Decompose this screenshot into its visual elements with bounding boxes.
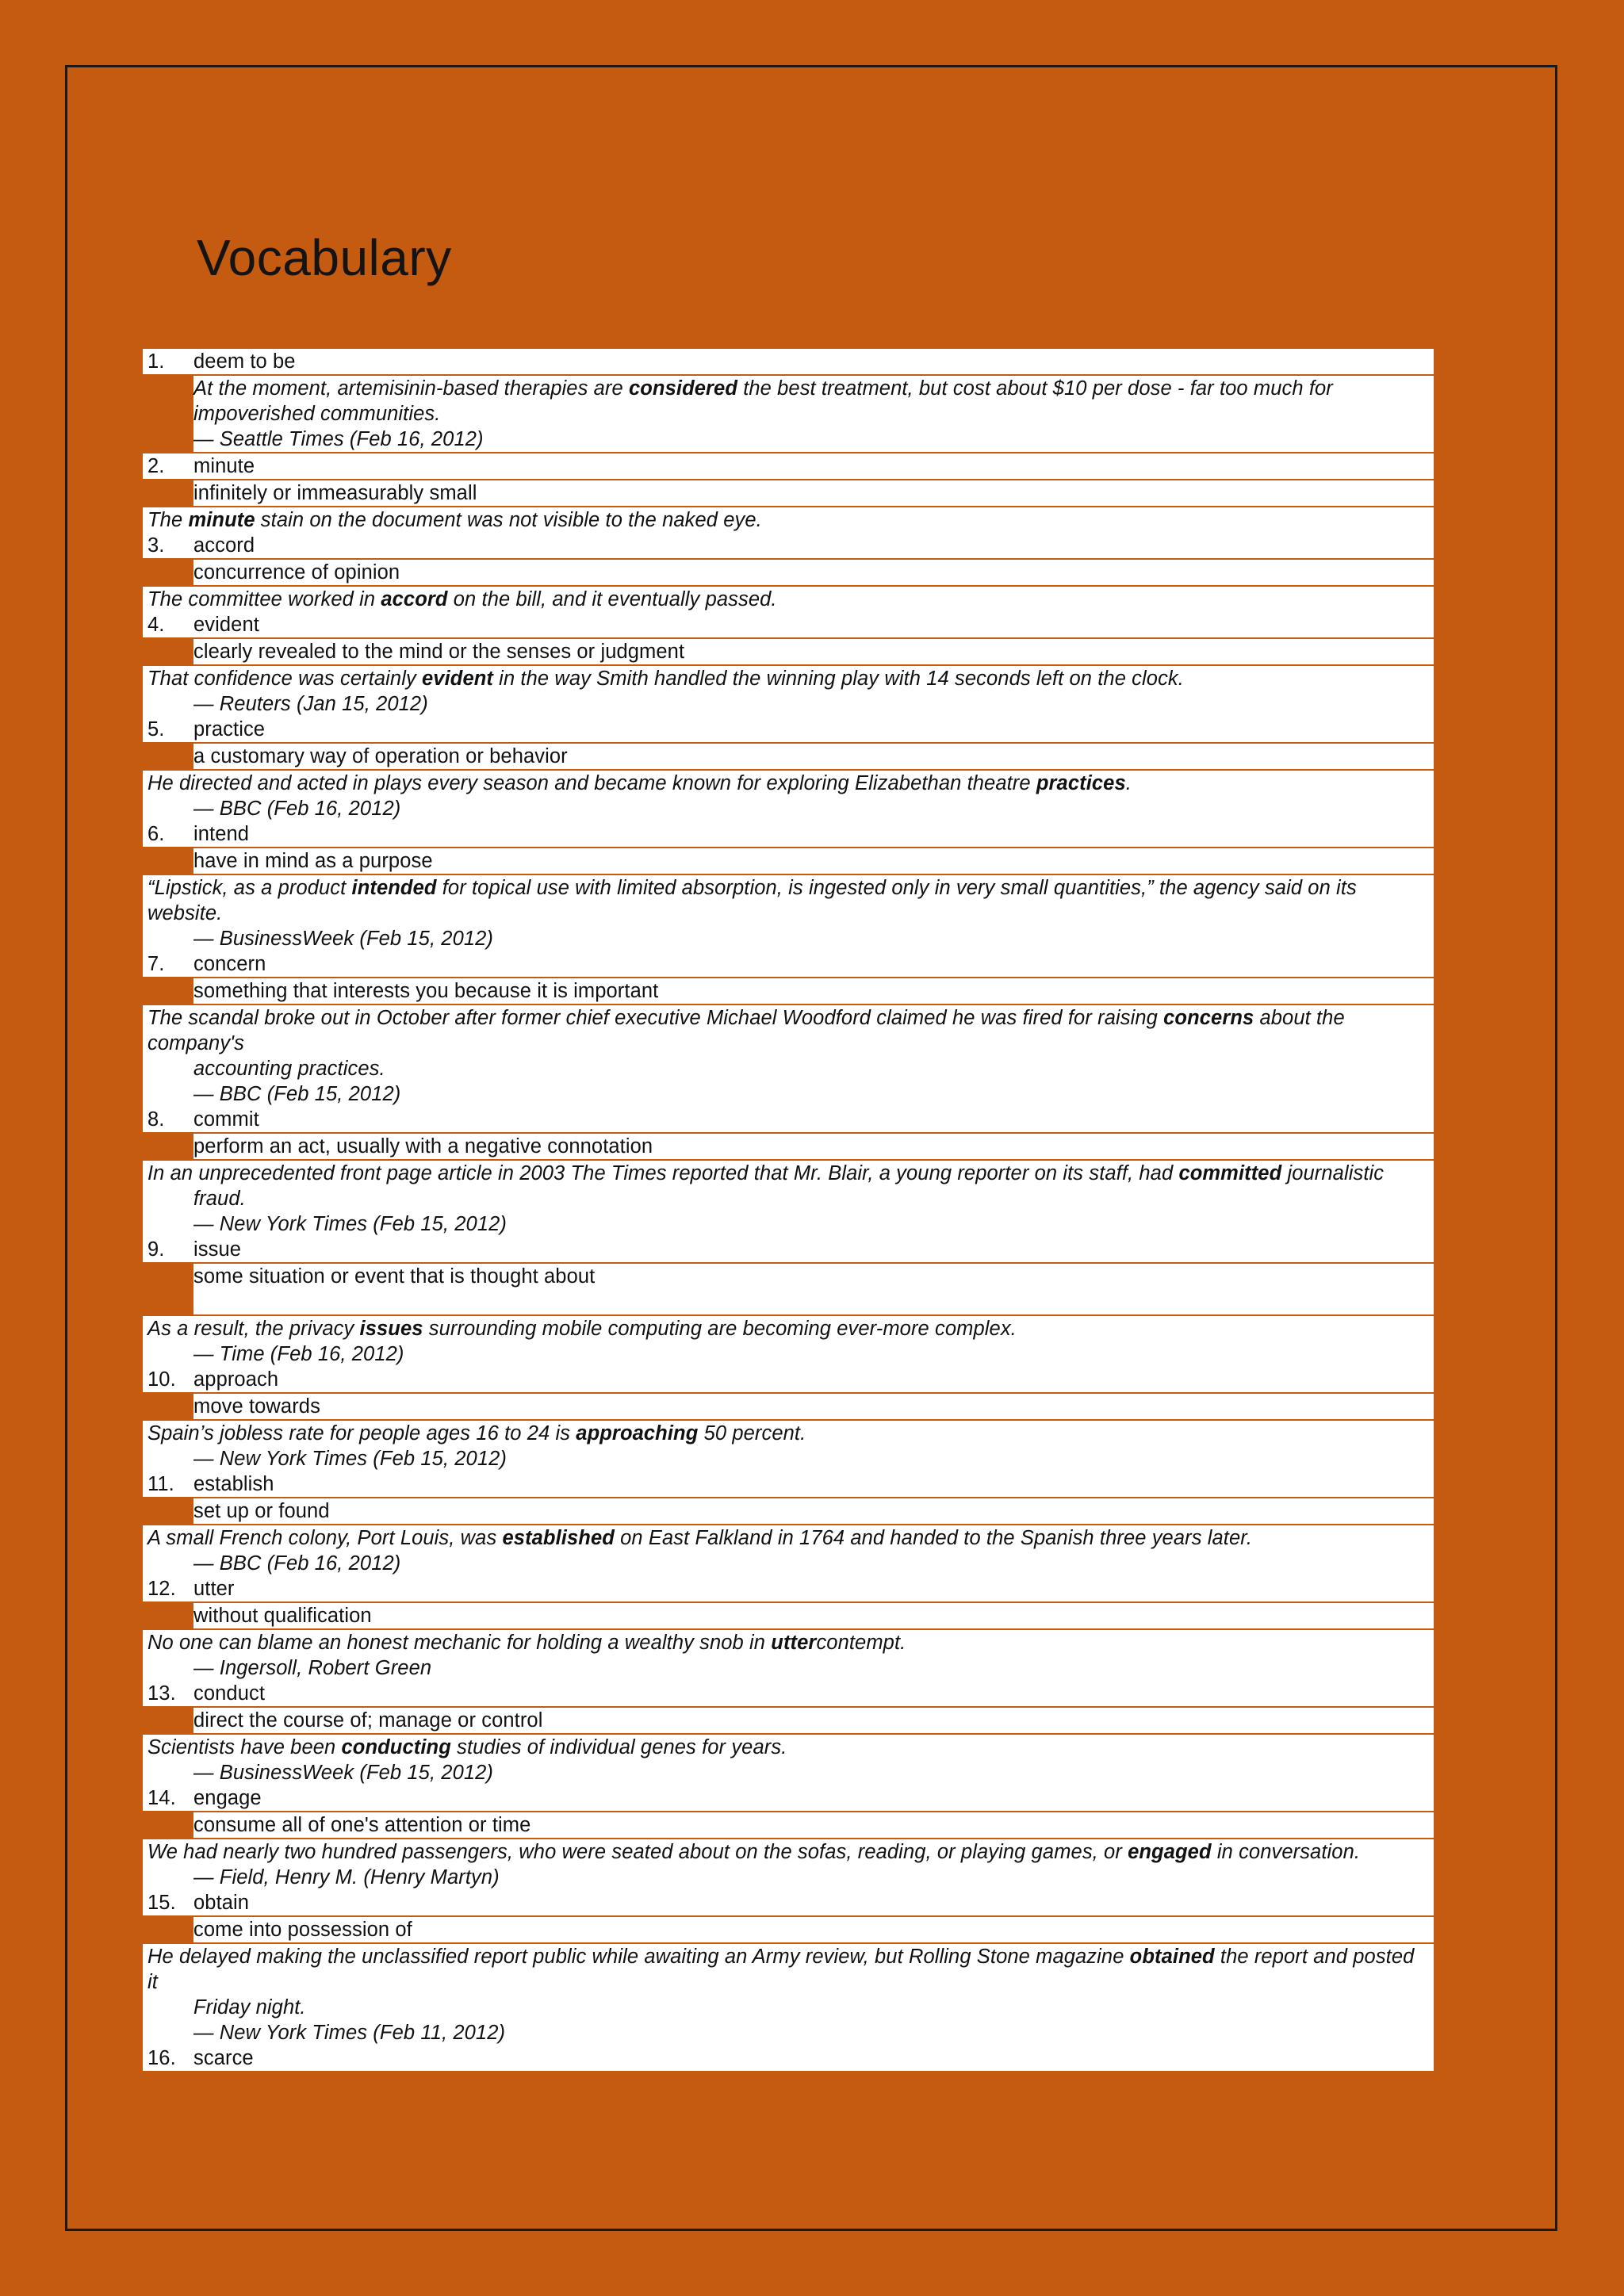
definition-row	[143, 480, 1434, 507]
example-keyword: practices	[1036, 772, 1126, 794]
example-source: — BBC (Feb 16, 2012)	[193, 1552, 401, 1575]
definition-text: without qualification	[193, 1605, 372, 1627]
vocabulary-list	[143, 349, 1434, 2072]
vocab-word: utter	[193, 1578, 235, 1600]
example-sentence: Spain’s jobless rate for people ages 16 to 24 is approaching 50 percent. — New York Times (Feb 15, 2012)	[143, 1421, 1434, 1471]
example-row	[143, 666, 1434, 717]
definition-row	[143, 1498, 1434, 1525]
example-sentence: The committee worked in accord on the bill, and it eventually passed.	[147, 588, 777, 610]
example-source: — Time (Feb 16, 2012)	[193, 1343, 404, 1365]
definition-text: move towards	[193, 1395, 320, 1418]
definition-row	[143, 1812, 1434, 1839]
example-keyword: concerns	[1163, 1007, 1254, 1029]
definition-text: a customary way of operation or behavior	[193, 745, 568, 767]
entry-number: 8.	[147, 1108, 165, 1131]
entry-number: 13.	[147, 1682, 176, 1705]
entry-number: 7.	[147, 953, 165, 975]
vocab-word-row	[143, 951, 1434, 978]
entry-number: 5.	[147, 718, 165, 740]
example-source: — Reuters (Jan 15, 2012)	[193, 693, 428, 715]
example-source: — Field, Henry M. (Henry Martyn)	[193, 1866, 500, 1888]
vocab-word-row	[143, 533, 1434, 560]
vocab-word-row	[143, 1890, 1434, 1917]
example-row	[143, 1316, 1434, 1367]
example-sentence: We had nearly two hundred passengers, who were seated about on the sofas, reading, or playing games, or engaged in conversation. — Field, Henry M. (Henry Martyn)	[143, 1839, 1434, 1890]
example-row	[143, 875, 1434, 951]
example-sentence: The scandal broke out in October after former chief executive Michael Woodford claimed he was fired for raising concerns about the company's accounting practices. — BBC (Feb 15, 2012)	[143, 1005, 1434, 1107]
definition-text: direct the course of; manage or control	[193, 1709, 543, 1732]
definition-text: something that interests you because it is important	[193, 980, 659, 1002]
example-row	[143, 587, 1434, 612]
entry-number: 10.	[147, 1368, 176, 1391]
vocab-word: engage	[193, 1787, 262, 1809]
vocab-word: concern	[193, 953, 266, 975]
vocab-word: conduct	[193, 1682, 266, 1705]
definition-row	[143, 639, 1434, 666]
example-source: — Ingersoll, Robert Green	[193, 1657, 432, 1679]
example-row	[143, 771, 1434, 821]
example-sentence: “Lipstick, as a product intended for topical use with limited absorption, is ingested only in very small quantities,” the agency said on its website. — BusinessWeek (Feb 15, 2012)	[143, 875, 1434, 951]
example-keyword: established	[502, 1527, 615, 1549]
vocab-word-row	[143, 821, 1434, 848]
definition-text: clearly revealed to the mind or the senses or judgment	[193, 641, 685, 663]
vocab-word-row	[143, 2045, 1434, 2072]
vocab-word-row	[143, 1785, 1434, 1812]
example-sentence: In an unprecedented front page article in 2003 The Times reported that Mr. Blair, a young reporter on its staff, had committed journalistic fraud. — New York Times (Feb 15, 2012)	[143, 1161, 1434, 1237]
example-keyword: utter	[771, 1632, 817, 1654]
definition-text: set up or found	[193, 1500, 330, 1522]
example-keyword: minute	[188, 509, 255, 531]
definition-text: consume all of one's attention or time	[193, 1814, 531, 1836]
entry-number: 4.	[147, 614, 165, 636]
vocab-word: deem to be	[193, 350, 296, 373]
page-title: Vocabulary	[197, 229, 452, 286]
example-row	[143, 1525, 1434, 1576]
vocab-word-row	[143, 1367, 1434, 1394]
example-keyword: obtained	[1129, 1946, 1215, 1968]
example-keyword: evident	[422, 668, 493, 690]
entry-number: 9.	[147, 1238, 165, 1261]
definition-row	[143, 744, 1434, 771]
example-sentence: He directed and acted in plays every season and became known for exploring Elizabethan theatre practices. — BBC (Feb 16, 2012)	[143, 771, 1434, 821]
vocab-word: commit	[193, 1108, 259, 1131]
example-row	[143, 1839, 1434, 1890]
entry-number: 11.	[147, 1473, 174, 1495]
definition-row	[143, 1134, 1434, 1161]
example-keyword: considered	[628, 377, 738, 400]
definition-text: concurrence of opinion	[193, 561, 400, 584]
vocab-word-row	[143, 349, 1434, 376]
vocab-word-row	[143, 453, 1434, 480]
example-source: — BusinessWeek (Feb 15, 2012)	[193, 1762, 494, 1784]
example-keyword: engaged	[1128, 1841, 1212, 1863]
example-continuation: fraud.	[193, 1188, 246, 1210]
definition-text: come into possession of	[193, 1919, 412, 1941]
example-sentence: No one can blame an honest mechanic for holding a wealthy snob in uttercontempt. — Ingersoll, Robert Green	[143, 1630, 1434, 1681]
vocab-word: scarce	[193, 2047, 254, 2069]
example-source: — New York Times (Feb 11, 2012)	[193, 2022, 506, 2044]
vocab-word: obtain	[193, 1892, 250, 1914]
entry-number: 14.	[147, 1787, 176, 1809]
example-sentence: A small French colony, Port Louis, was established on East Falkland in 1764 and handed to the Spanish three years later. — BBC (Feb 16, 2012)	[143, 1525, 1434, 1576]
entry-number: 2.	[147, 455, 165, 477]
example-keyword: issues	[359, 1318, 423, 1340]
example-keyword: conducting	[341, 1736, 451, 1758]
example-row	[143, 1161, 1434, 1237]
vocab-word: minute	[193, 455, 255, 477]
vocab-word: evident	[193, 614, 259, 636]
definition-text: infinitely or immeasurably small	[193, 482, 477, 504]
example-keyword: committed	[1178, 1162, 1282, 1184]
vocab-word-row	[143, 1237, 1434, 1264]
definition-row	[143, 1394, 1434, 1421]
example-continuation: accounting practices.	[193, 1058, 385, 1080]
example-source: — BBC (Feb 15, 2012)	[193, 1083, 401, 1105]
example-keyword: intended	[351, 877, 437, 899]
example-row	[143, 1735, 1434, 1785]
vocab-word: approach	[193, 1368, 279, 1391]
example-continuation: Friday night.	[193, 1996, 306, 2019]
example-sentence: At the moment, artemisinin-based therapies are considered the best treatment, but cost about $10 per dose - far too much for impoverished communities. — Seattle Times (Feb 16, 2012)	[193, 376, 1434, 452]
example-sentence: That confidence was certainly evident in the way Smith handled the winning play with 14 seconds left on the clock. — Reuters (Jan 15, 2012)	[143, 666, 1434, 717]
vocab-word-row	[143, 1681, 1434, 1708]
example-sentence: Scientists have been conducting studies of individual genes for years. — BusinessWeek (Feb 15, 2012)	[143, 1735, 1434, 1785]
example-row	[143, 1630, 1434, 1681]
example-keyword: accord	[381, 588, 448, 610]
vocab-word-row	[143, 1471, 1434, 1498]
vocab-word-row	[143, 612, 1434, 639]
vocab-word: establish	[193, 1473, 274, 1495]
entry-number: 12.	[147, 1578, 176, 1600]
definition-row	[143, 1603, 1434, 1630]
entry-number: 1.	[147, 350, 165, 373]
definition-row	[143, 1708, 1434, 1735]
definition-text: have in mind as a purpose	[193, 850, 433, 872]
example-source: — New York Times (Feb 15, 2012)	[193, 1448, 507, 1470]
example-source: — BBC (Feb 16, 2012)	[193, 798, 401, 820]
definition-row	[143, 978, 1434, 1005]
definition-row	[143, 1264, 1434, 1316]
example-keyword: approaching	[576, 1422, 699, 1445]
entry-number: 3.	[147, 534, 165, 557]
vocab-word: practice	[193, 718, 266, 740]
definition-text: some situation or event that is thought about	[193, 1265, 596, 1288]
definition-row	[143, 560, 1434, 587]
example-row	[143, 507, 1434, 533]
definition-row	[143, 848, 1434, 875]
example-row	[143, 1421, 1434, 1471]
example-sentence: He delayed making the unclassified report public while awaiting an Army review, but Rolling Stone magazine obtained the report and posted it Friday night. — New York Times (Feb 11, 2012)	[143, 1944, 1434, 2045]
example-source: — BusinessWeek (Feb 15, 2012)	[193, 928, 494, 950]
example-sentence: The minute stain on the document was not visible to the naked eye.	[147, 509, 762, 531]
example-source: — Seattle Times (Feb 16, 2012)	[193, 428, 484, 450]
vocab-word: accord	[193, 534, 255, 557]
definition-text: perform an act, usually with a negative connotation	[193, 1135, 653, 1158]
definition-row	[143, 1917, 1434, 1944]
example-source: — New York Times (Feb 15, 2012)	[193, 1213, 507, 1235]
entry-number: 16.	[147, 2047, 176, 2069]
entry-number: 15.	[147, 1892, 176, 1914]
vocab-word: intend	[193, 823, 250, 845]
example-row	[143, 376, 1434, 453]
vocab-word: issue	[193, 1238, 242, 1261]
example-sentence: As a result, the privacy issues surrounding mobile computing are becoming ever-more complex. — Time (Feb 16, 2012)	[143, 1316, 1434, 1367]
example-row	[143, 1005, 1434, 1107]
entry-number: 6.	[147, 823, 165, 845]
example-row	[143, 1944, 1434, 2045]
vocab-word-row	[143, 1576, 1434, 1603]
vocab-word-row	[143, 1107, 1434, 1134]
vocab-word-row	[143, 717, 1434, 744]
